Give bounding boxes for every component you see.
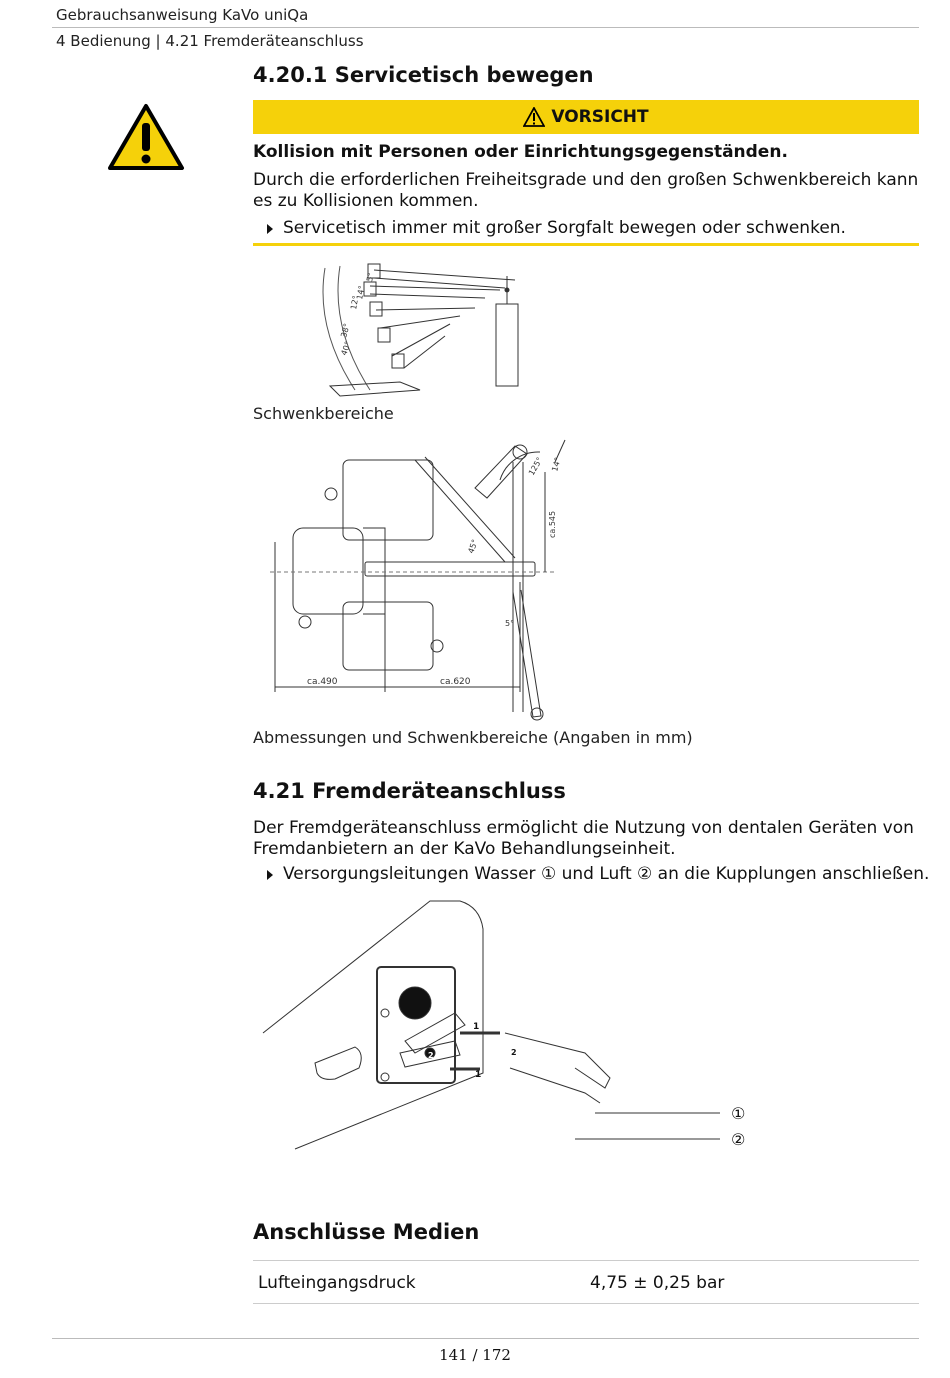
legend-2: ②: [731, 1130, 746, 1149]
figure2-caption: Abmessungen und Schwenkbereiche (Angaben in mm): [253, 728, 693, 747]
section-heading-servicetisch: 4.20.1 Servicetisch bewegen: [253, 63, 594, 87]
table-bottom-rule: [253, 1303, 919, 1304]
angle-label: 12°: [349, 294, 361, 311]
bullet-arrow-icon: [267, 870, 273, 880]
fremd-text: Der Fremdgeräteanschluss ermöglicht die Nutzung von dentalen Geräten von Fremdanbietern an der KaVo Behandlungseinheit.: [253, 818, 914, 859]
angle-5-label: 5°: [505, 619, 515, 628]
angle-45-label: 45°: [466, 538, 480, 555]
dim-490-label: ca.490: [307, 677, 338, 687]
angle-125-label: 125°: [526, 455, 545, 477]
angle-label: 38°: [339, 322, 352, 339]
bullet-arrow-icon: [267, 224, 273, 234]
warning-small-icon: [523, 107, 545, 127]
warning-banner: [253, 100, 919, 134]
dim-620-label: ca.620: [440, 677, 471, 687]
connector-1-callout-lower: 1: [475, 1070, 482, 1080]
angle-label: 40°: [339, 340, 353, 357]
fremd-action: [253, 864, 933, 885]
warning-triangle-icon: [107, 103, 185, 171]
table-cell-value: 4,75 ± 0,25 bar: [590, 1273, 725, 1293]
connector-2-callout: 2: [428, 1051, 434, 1060]
warning-label: VORSICHT: [551, 107, 649, 127]
warning-text: Durch die erforderlichen Freiheitsgrade und den großen Schwenkbereich kann es zu Kollisionen kommen.: [253, 170, 919, 211]
angle-label: 14°: [355, 284, 367, 301]
warning-end-bar: [253, 243, 919, 246]
header-divider: [52, 27, 919, 28]
angle-label: 5°: [365, 271, 376, 283]
connector-1-callout: 1: [473, 1022, 480, 1032]
footer-divider: [52, 1338, 919, 1339]
fremd-action-text: Versorgungsleitungen Wasser ① und Luft ② an die Kupplungen anschließen.: [283, 864, 930, 884]
figure-fremdgeraeteanschluss: [255, 893, 755, 1153]
table-cell-label: Lufteingangsdruck: [258, 1273, 416, 1293]
breadcrumb: 4 Bedienung | 4.21 Fremderäteanschluss: [56, 32, 364, 50]
section-heading-fremdgeraete: 4.21 Fremderäteanschluss: [253, 779, 566, 803]
document-title: Gebrauchsanweisung KaVo uniQa: [56, 6, 309, 24]
page-number: 141 / 172: [439, 1346, 511, 1364]
angle-14-label: 14°: [550, 456, 563, 473]
legend-1: ①: [731, 1104, 746, 1123]
dim-545-label: ca.545: [548, 510, 557, 538]
figure-schwenkbereiche: [300, 258, 540, 398]
table-top-rule: [253, 1260, 919, 1261]
section-heading-medien: Anschlüsse Medien: [253, 1220, 480, 1244]
warning-title: Kollision mit Personen oder Einrichtungsgegenständen.: [253, 142, 788, 162]
figure1-caption: Schwenkbereiche: [253, 404, 394, 423]
warning-action: [253, 218, 919, 239]
figure-abmessungen: [265, 432, 595, 727]
warning-action-text: Servicetisch immer mit großer Sorgfalt bewegen oder schwenken.: [283, 218, 846, 238]
connector-2-callout-right: 2: [511, 1048, 517, 1057]
